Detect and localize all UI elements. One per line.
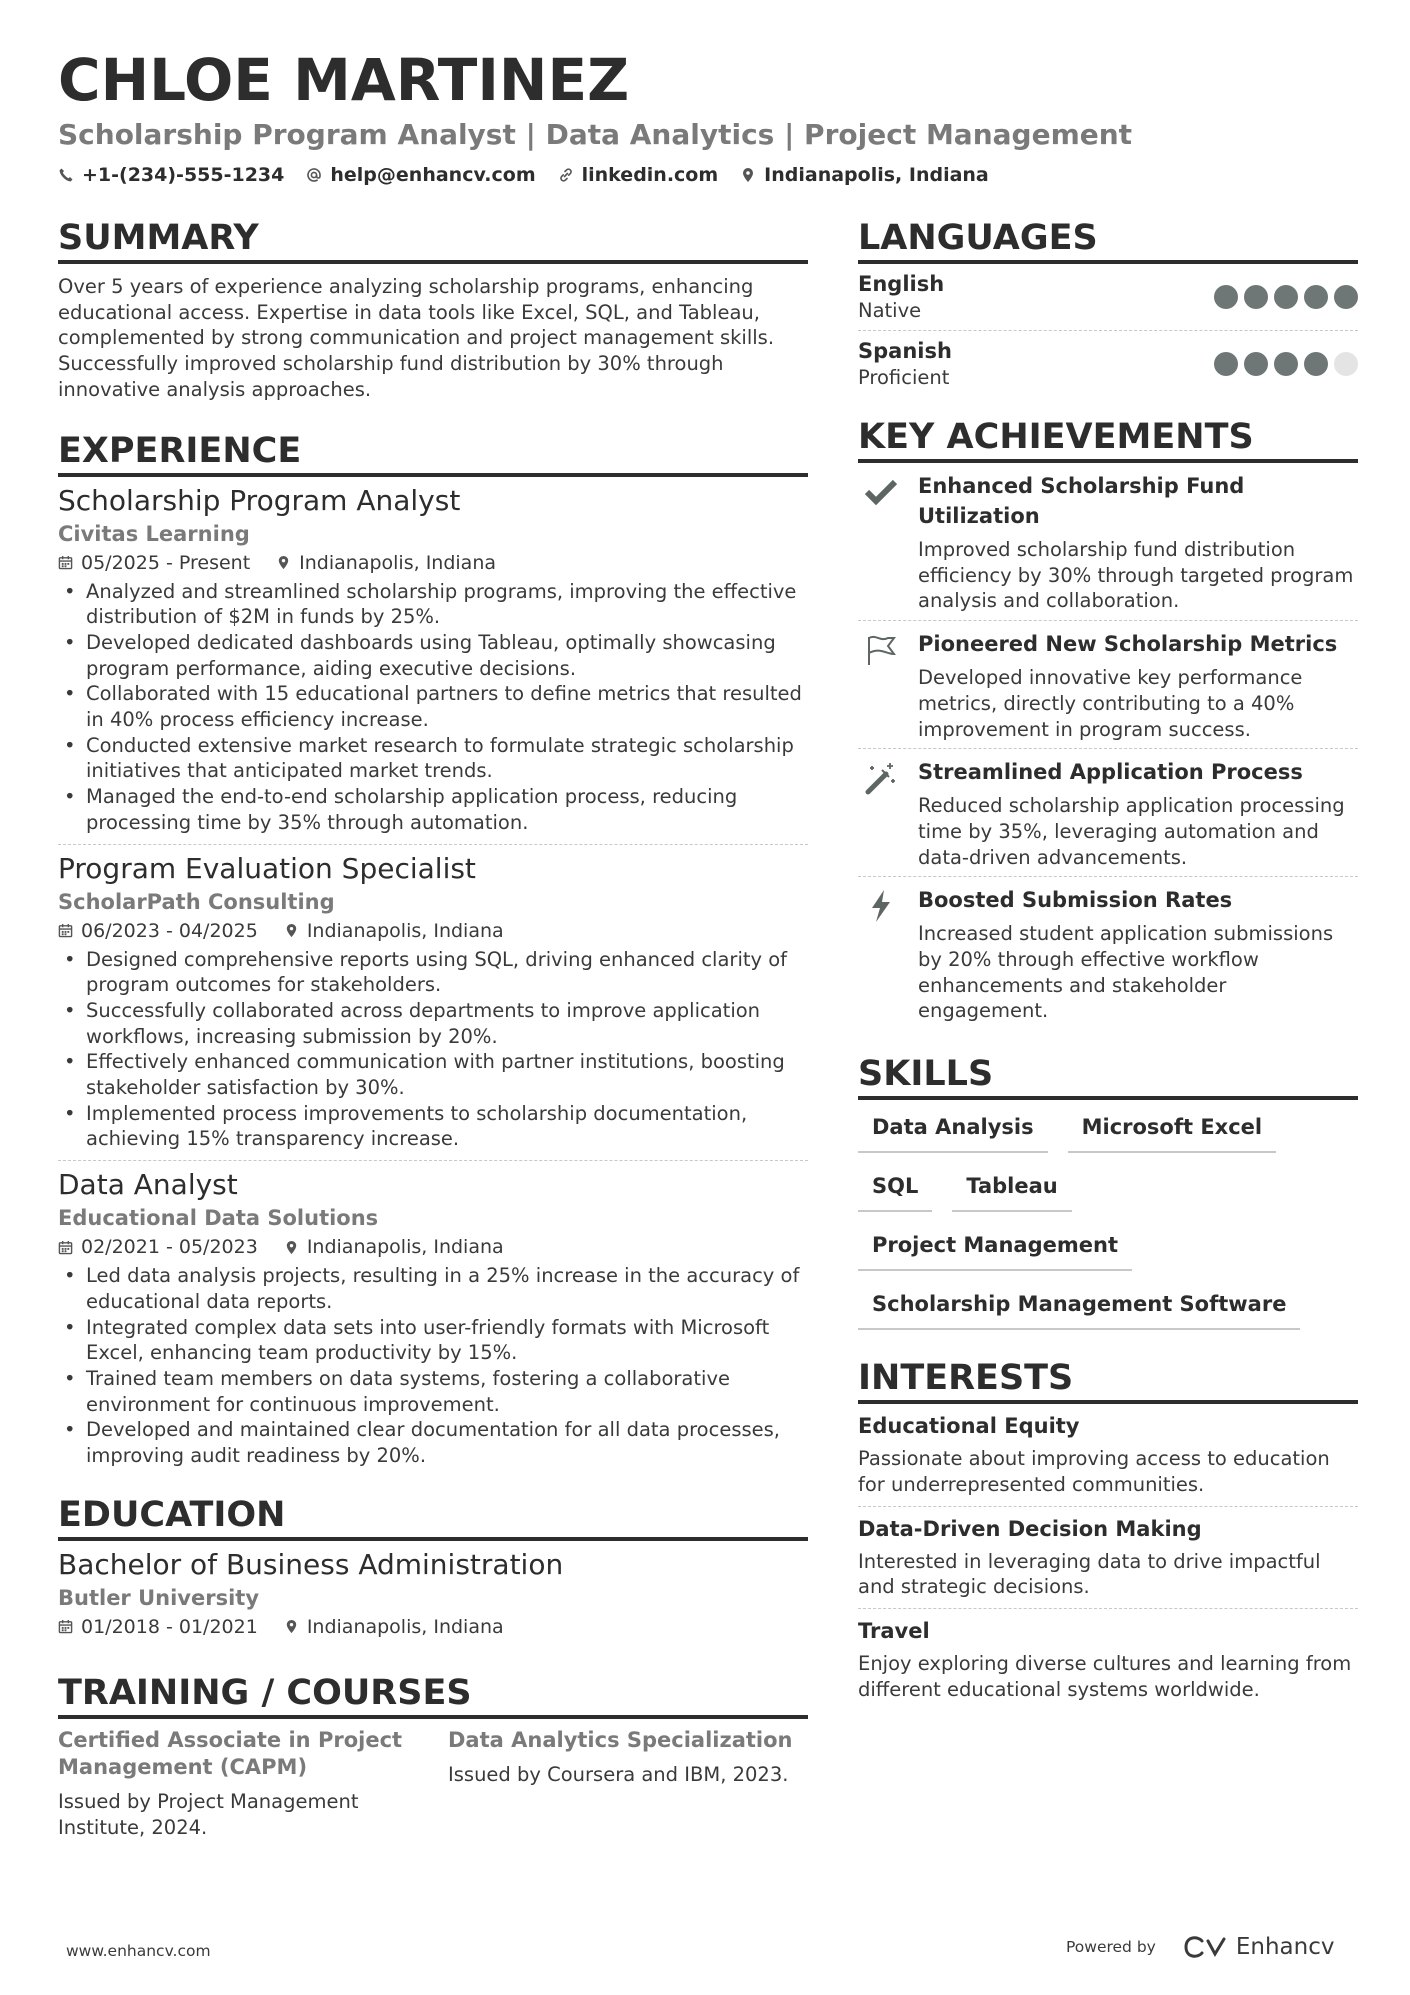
course-item (58, 1727, 418, 1841)
job-bullet: • Developed dedicated dashboards using Tableau, optimally showcasing program performance, aiding executive decisions. (58, 630, 808, 681)
achievement-desc: Increased student application submissions by 20% through effective workflow enhancements and stakeholder engagement. (918, 922, 1334, 1023)
achievement-item (858, 621, 1358, 749)
rating-dot-filled (1304, 352, 1328, 376)
skill-tag: Data Analysis (858, 1114, 1048, 1153)
contact-bar (58, 164, 1358, 186)
education-location (284, 1613, 504, 1641)
calendar-icon (58, 1240, 73, 1255)
achievements-title: KEY ACHIEVEMENTS (858, 415, 1358, 463)
course-item (448, 1727, 808, 1841)
job-location-text: Indianapolis, Indiana (306, 919, 504, 942)
training-title: TRAINING / COURSES (58, 1671, 808, 1719)
calendar-icon (58, 555, 73, 570)
achievement-item (858, 463, 1358, 621)
lightning-icon (864, 889, 898, 923)
language-item (858, 264, 1358, 331)
magic-wand-icon (864, 761, 898, 795)
skill-tag: Scholarship Management Software (858, 1291, 1300, 1330)
calendar-icon (58, 1619, 73, 1634)
achievement-desc: Developed innovative key performance metrics, directly contributing to a 40% improvement in program success. (918, 666, 1303, 741)
company-name: ScholarPath Consulting (58, 889, 335, 914)
achievement-title: Enhanced Scholarship Fund Utilization (918, 474, 1245, 528)
calendar-icon (58, 923, 73, 938)
language-rating (1214, 352, 1358, 376)
rating-dot-filled (1244, 285, 1268, 309)
job-title: Data Analyst (58, 1168, 238, 1202)
skills-list (858, 1114, 1358, 1330)
education-location-text: Indianapolis, Indiana (306, 1615, 504, 1638)
skill-tag: SQL (858, 1173, 932, 1212)
interest-desc: Interested in leveraging data to drive impactful and strategic decisions. (858, 1549, 1321, 1599)
job-bullet: • Analyzed and streamlined scholarship programs, improving the effective distribution of $2M in funds by 25%. (58, 579, 808, 630)
language-level: Native (858, 299, 922, 322)
course-list (58, 1727, 808, 1841)
interest-title: Educational Equity (858, 1414, 1080, 1439)
link-icon (558, 167, 574, 183)
location-pin-icon (740, 167, 756, 183)
achievement-item (858, 877, 1358, 1030)
job-dates (58, 549, 250, 577)
job-location (276, 549, 496, 577)
summary-title: SUMMARY (58, 216, 808, 264)
location-pin-icon (276, 555, 291, 570)
job-bullets (58, 947, 808, 1153)
rating-dot-filled (1274, 352, 1298, 376)
course-title: Certified Associate in Project Management (CAPM) (58, 1727, 403, 1779)
company-name: Civitas Learning (58, 521, 250, 546)
skill-tag: Project Management (858, 1232, 1132, 1271)
languages-title: LANGUAGES (858, 216, 1358, 264)
contact-location-text: Indianapolis, Indiana (764, 164, 989, 186)
enhancv-logo-icon (1182, 1934, 1228, 1960)
job-bullet: • Implemented process improvements to scholarship documentation, achieving 15% transparency increase. (58, 1101, 808, 1152)
footer-website[interactable]: www.enhancv.com (66, 1942, 211, 1960)
summary-text: Over 5 years of experience analyzing scholarship programs, enhancing educational access. Expertise in data tools like Excel, SQL, and Tableau, complemented by strong communication and project management skills. Successfully improved scholarship fund distribution by 30% through innovative analysis approaches. (58, 275, 775, 401)
job-location (284, 1233, 504, 1261)
language-name: English (858, 272, 945, 296)
job-location-text: Indianapolis, Indiana (299, 551, 497, 574)
skill-tag: Microsoft Excel (1068, 1114, 1277, 1153)
achievement-desc: Improved scholarship fund distribution efficiency by 30% through targeted program analysis and collaboration. (918, 538, 1354, 613)
summary-section (58, 216, 808, 403)
resume-header (58, 44, 1358, 186)
experience-item (58, 851, 808, 1162)
achievements-section (858, 415, 1358, 1030)
location-pin-icon (284, 923, 299, 938)
interest-item (858, 1404, 1358, 1506)
left-column (58, 216, 808, 1841)
school-name: Butler University (58, 1585, 260, 1610)
job-location-text: Indianapolis, Indiana (306, 1236, 504, 1259)
location-pin-icon (284, 1619, 299, 1634)
education-dates-text: 01/2018 - 01/2021 (81, 1615, 258, 1638)
job-dates-text: 06/2023 - 04/2025 (81, 919, 258, 942)
contact-phone-text: +1-(234)-555-1234 (82, 164, 285, 186)
course-desc: Issued by Project Management Institute, 2024. (58, 1789, 359, 1839)
interest-title: Data-Driven Decision Making (858, 1516, 1202, 1541)
contact-location (740, 164, 989, 186)
education-meta (58, 1613, 808, 1641)
education-section (58, 1493, 808, 1641)
job-bullet: • Managed the end-to-end scholarship application process, reducing processing time by 35% through automation. (58, 784, 808, 835)
contact-linkedin-text: linkedin.com (581, 164, 719, 186)
job-bullet: • Trained team members on data systems, fostering a collaborative environment for continuous improvement. (58, 1366, 808, 1417)
job-meta (58, 917, 808, 945)
skills-title: SKILLS (858, 1052, 1358, 1100)
experience-title: EXPERIENCE (58, 429, 808, 477)
experience-item (58, 483, 808, 845)
brand-logo[interactable] (1182, 1934, 1335, 1960)
location-pin-icon (284, 1240, 299, 1255)
job-bullet: • Developed and maintained clear documentation for all data processes, improving audit readiness by 20%. (58, 1417, 808, 1468)
interest-title: Travel (858, 1618, 930, 1643)
interest-desc: Passionate about improving access to education for underrepresented communities. (858, 1447, 1330, 1496)
rating-dot-filled (1274, 285, 1298, 309)
job-bullets (58, 579, 808, 836)
achievement-title: Streamlined Application Process (918, 760, 1303, 785)
brand-name: Enhancv (1235, 1934, 1335, 1960)
job-title: Program Evaluation Specialist (58, 851, 476, 885)
contact-linkedin[interactable] (558, 164, 719, 186)
interest-item (858, 1609, 1358, 1710)
achievement-title: Boosted Submission Rates (918, 888, 1233, 913)
rating-dot-empty (1334, 352, 1358, 376)
job-bullet: • Effectively enhanced communication with partner institutions, boosting stakeholder satisfaction by 30%. (58, 1049, 808, 1100)
interest-item (858, 1507, 1358, 1609)
job-location (284, 917, 504, 945)
contact-email[interactable] (306, 164, 535, 186)
job-bullet: • Collaborated with 15 educational partners to define metrics that resulted in 40% process efficiency increase. (58, 681, 808, 732)
language-level: Proficient (858, 366, 950, 389)
interest-desc: Enjoy exploring diverse cultures and learning from different educational systems worldwide. (858, 1651, 1352, 1701)
rating-dot-filled (1304, 285, 1328, 309)
skills-section (858, 1052, 1358, 1330)
skill-tag: Tableau (952, 1173, 1071, 1212)
candidate-headline: Scholarship Program Analyst | Data Analytics | Project Management (58, 118, 1133, 151)
interests-title: INTERESTS (858, 1356, 1358, 1404)
job-bullets (58, 1263, 808, 1469)
check-icon (864, 475, 898, 509)
language-rating (1214, 285, 1358, 309)
contact-phone[interactable] (58, 164, 284, 186)
education-title: EDUCATION (58, 1493, 808, 1541)
job-dates (58, 917, 258, 945)
powered-by-label: Powered by (1066, 1938, 1156, 1956)
training-section (58, 1671, 808, 1841)
rating-dot-filled (1334, 285, 1358, 309)
languages-section (858, 216, 1358, 397)
company-name: Educational Data Solutions (58, 1206, 379, 1231)
job-dates (58, 1233, 258, 1261)
experience-section (58, 429, 808, 1477)
footer-branding (1066, 1934, 1334, 1960)
job-dates-text: 02/2021 - 05/2023 (81, 1236, 258, 1259)
course-desc: Issued by Coursera and IBM, 2023. (448, 1762, 789, 1786)
language-item (858, 331, 1358, 397)
experience-item (58, 1167, 808, 1477)
rating-dot-filled (1214, 285, 1238, 309)
rating-dot-filled (1214, 352, 1238, 376)
flag-icon (864, 633, 898, 667)
job-dates-text: 05/2025 - Present (81, 551, 251, 574)
right-column (858, 216, 1358, 1710)
language-name: Spanish (858, 339, 952, 363)
job-bullet: • Conducted extensive market research to formulate strategic scholarship initiatives that anticipated market trends. (58, 733, 808, 784)
achievement-title: Pioneered New Scholarship Metrics (918, 632, 1338, 657)
at-icon (306, 167, 322, 183)
phone-icon (58, 167, 74, 183)
job-bullet: • Designed comprehensive reports using SQL, driving enhanced clarity of program outcomes for stakeholders. (58, 947, 808, 998)
job-bullet: • Integrated complex data sets into user-friendly formats with Microsoft Excel, enhancing team productivity by 15%. (58, 1315, 808, 1366)
job-bullet: • Successfully collaborated across departments to improve application workflows, increasing submission by 20%. (58, 998, 808, 1049)
contact-email-text: help@enhancv.com (330, 164, 536, 186)
rating-dot-filled (1244, 352, 1268, 376)
job-meta (58, 549, 808, 577)
achievement-desc: Reduced scholarship application processing time by 35%, leveraging automation and data-driven advancements. (918, 794, 1345, 869)
job-meta (58, 1233, 808, 1261)
job-title: Scholarship Program Analyst (58, 483, 461, 517)
job-bullet: • Led data analysis projects, resulting in a 25% increase in the accuracy of educational data reports. (58, 1263, 808, 1314)
degree-name: Bachelor of Business Administration (58, 1547, 564, 1581)
education-dates (58, 1613, 258, 1641)
interests-section (858, 1356, 1358, 1710)
candidate-name: CHLOE MARTINEZ (58, 46, 630, 114)
course-title: Data Analytics Specialization (448, 1727, 793, 1752)
achievement-item (858, 749, 1358, 877)
